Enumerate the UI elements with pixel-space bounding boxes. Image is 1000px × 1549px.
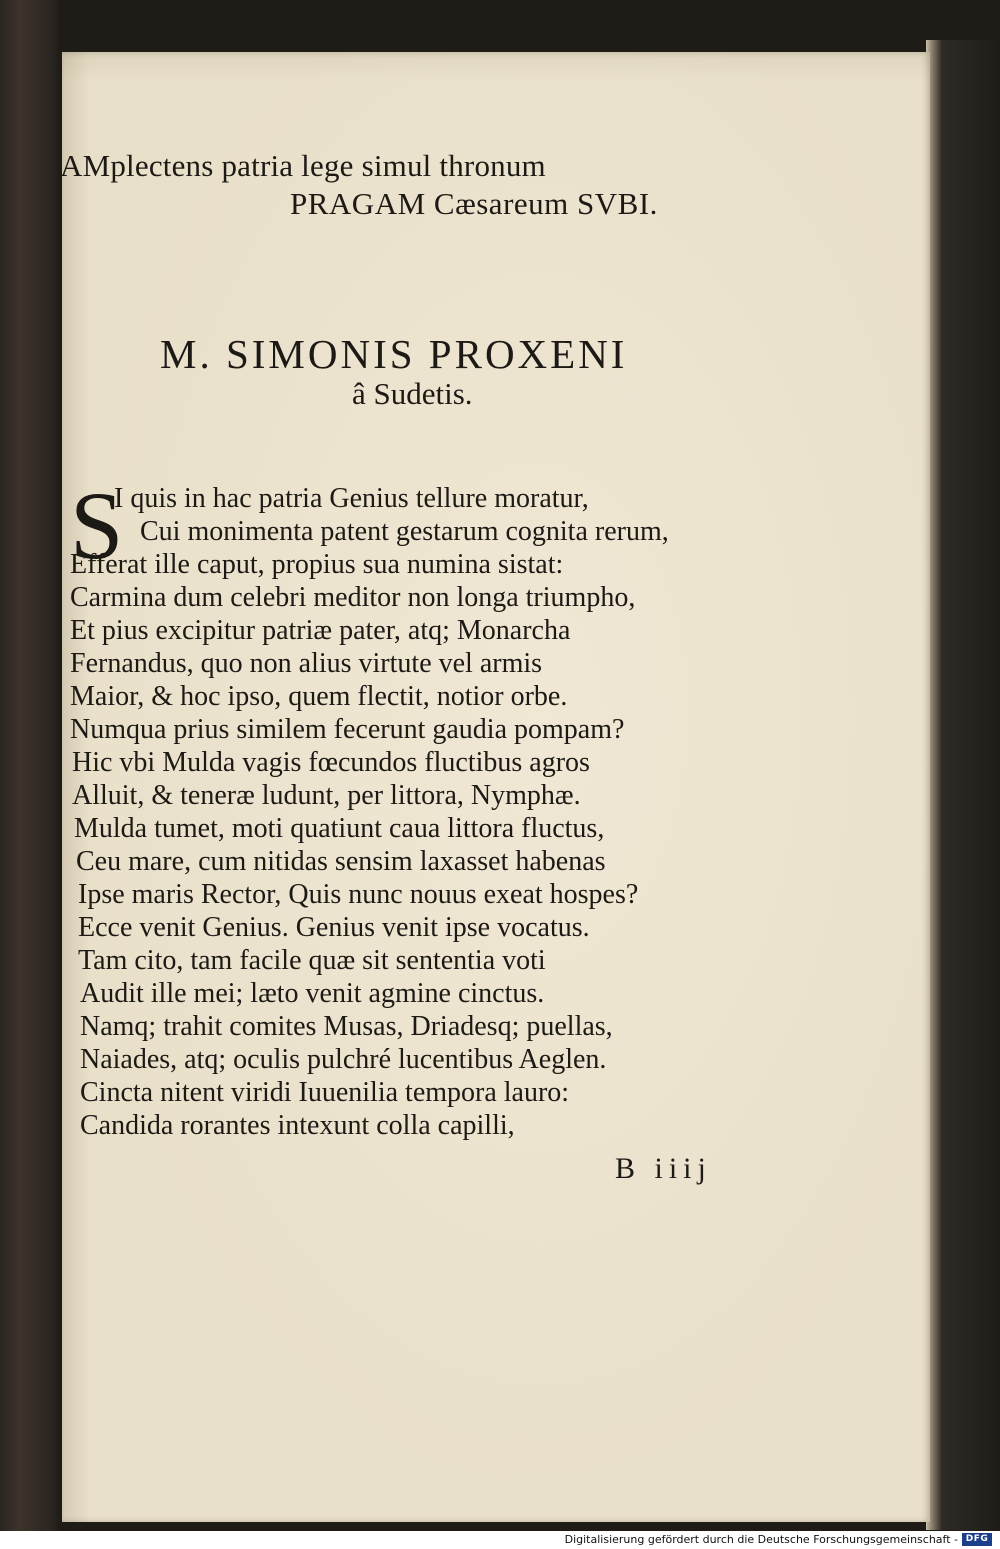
verse-line: Numqua prius similem fecerunt gaudia pompam?: [70, 714, 625, 745]
motto-line-1: AMplectens patria lege simul thronum: [60, 148, 546, 183]
verse-line: Alluit, & teneræ ludunt, per littora, Nymphæ.: [72, 780, 581, 811]
verse-line: Candida rorantes intexunt colla capilli,: [80, 1110, 515, 1141]
verse-line: Efferat ille caput, propius sua numina sistat:: [70, 549, 564, 580]
verse-line: Audit ille mei; læto venit agmine cinctus.: [80, 978, 545, 1009]
verse-line: Ipse maris Rector, Quis nunc nouus exeat hospes?: [78, 879, 639, 910]
signature-mark: B iiij: [615, 1152, 712, 1185]
book-edge: [926, 40, 1000, 1530]
verse-line: Naiades, atq; oculis pulchré lucentibus Aeglen.: [80, 1044, 607, 1075]
motto-line-2: PRAGAM Cæsareum SVBI.: [290, 186, 658, 221]
verse-line: Cui monimenta patent gestarum cognita rerum,: [140, 516, 669, 547]
verse-line: I quis in hac patria Genius tellure moratur,: [114, 483, 589, 514]
dfg-logo: DFG: [962, 1533, 992, 1546]
verse-line: Tam cito, tam facile quæ sit sententia voti: [78, 945, 546, 976]
verse-line: Namq; trahit comites Musas, Driadesq; puellas,: [80, 1011, 613, 1042]
verse-line: Ecce venit Genius. Genius venit ipse vocatus.: [78, 912, 590, 943]
footer-bar: [0, 1531, 1000, 1549]
verse-line: Mulda tumet, moti quatiunt caua littora fluctus,: [74, 813, 605, 844]
verse-line: Hic vbi Mulda vagis fœcundos fluctibus agros: [72, 747, 590, 778]
verse-line: Carmina dum celebri meditor non longa triumpho,: [70, 582, 636, 613]
author-origin: â Sudetis.: [352, 376, 473, 411]
verse-line: Et pius excipitur patriæ pater, atq; Monarcha: [70, 615, 571, 646]
drop-cap: S: [70, 472, 124, 579]
verse-line: Cincta nitent viridi Iuuenilia tempora lauro:: [80, 1077, 570, 1108]
author-heading: M. SIMONIS PROXENI: [160, 331, 628, 377]
verse-line: Ceu mare, cum nitidas sensim laxasset habenas: [76, 846, 606, 877]
verse-line: Fernandus, quo non alius virtute vel armis: [70, 648, 543, 679]
funding-credit: Digitalisierung gefördert durch die Deutsche Forschungsgemeinschaft -: [564, 1533, 958, 1546]
verse-line: Maior, & hoc ipso, quem flectit, notior orbe.: [70, 681, 568, 712]
